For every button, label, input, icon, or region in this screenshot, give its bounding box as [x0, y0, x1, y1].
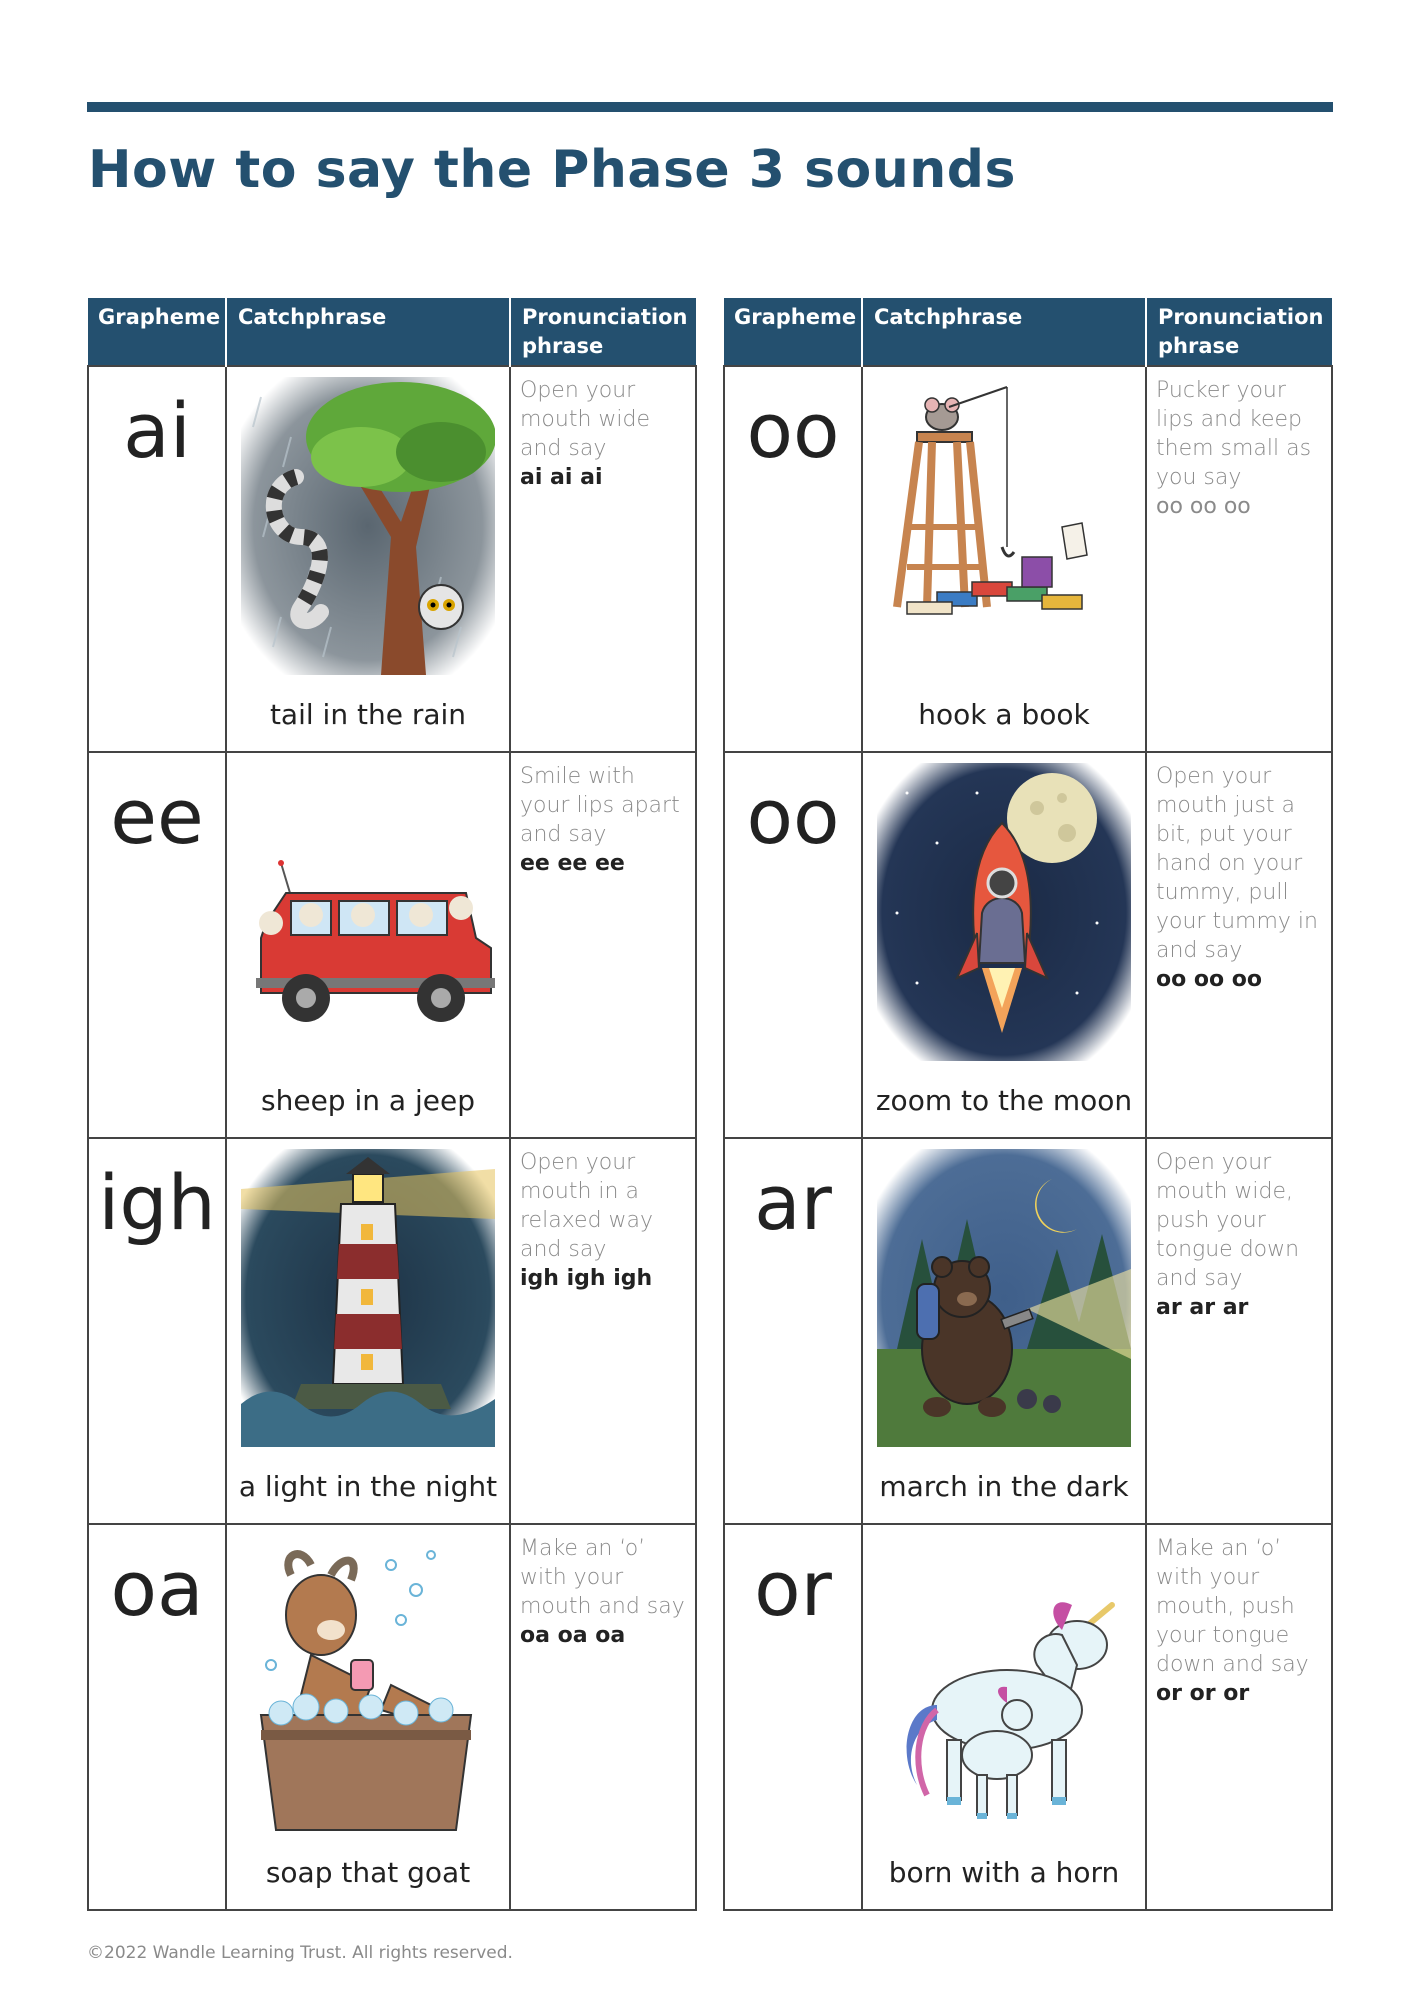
pronunciation-text: Make an ‘o’ with your mouth and say: [520, 1536, 685, 1619]
pronunciation-sound: oo oo oo: [1156, 967, 1263, 992]
pronunciation-phrase: [511, 753, 695, 878]
grapheme: oo: [746, 772, 840, 861]
phonics-table-right: [723, 298, 1333, 1911]
unicorns-icon: [877, 1535, 1131, 1833]
grapheme: ai: [123, 386, 191, 475]
table-header-row: [724, 298, 1332, 366]
table-row: [88, 1138, 696, 1524]
pronunciation-phrase: [511, 367, 695, 492]
catchphrase: hook a book: [918, 698, 1090, 731]
catchphrase: march in the dark: [879, 1470, 1129, 1503]
catchphrase: sheep in a jeep: [261, 1084, 475, 1117]
table-row: [724, 1138, 1332, 1524]
catchphrase: born with a horn: [888, 1856, 1120, 1889]
pronunciation-phrase: [511, 1525, 695, 1650]
header-pronunciation: Pronunciation phrase: [510, 298, 696, 366]
pronunciation-sound: oo oo oo: [1156, 494, 1251, 519]
grapheme: or: [754, 1544, 832, 1633]
pronunciation-phrase: [1147, 753, 1331, 994]
grapheme: ar: [754, 1158, 832, 1247]
grapheme: igh: [98, 1158, 216, 1247]
pronunciation-text: Pucker your lips and keep them small as you say: [1156, 378, 1312, 490]
header-catchphrase: Catchphrase: [226, 298, 510, 366]
pronunciation-phrase: [1147, 1525, 1331, 1708]
catchphrase: zoom to the moon: [875, 1084, 1133, 1117]
mouse-hook-books-icon: [877, 377, 1131, 675]
catchphrase: tail in the rain: [269, 698, 467, 731]
catchphrase: a light in the night: [238, 1470, 498, 1503]
pronunciation-phrase: [1147, 367, 1331, 521]
grapheme: oo: [746, 386, 840, 475]
pronunciation-sound: ee ee ee: [520, 851, 625, 876]
header-grapheme: Grapheme: [88, 298, 226, 366]
sheep-jeep-icon: [241, 763, 495, 1061]
table-row: [724, 366, 1332, 752]
grapheme: ee: [110, 772, 204, 861]
pronunciation-sound: ai ai ai: [520, 465, 603, 490]
goat-bath-icon: [241, 1535, 495, 1833]
pronunciation-text: Open your mouth wide, push your tongue down and say: [1156, 1150, 1300, 1291]
table-row: [88, 1524, 696, 1910]
table-row: [724, 752, 1332, 1138]
table-row: [88, 752, 696, 1138]
pronunciation-sound: or or or: [1156, 1681, 1250, 1706]
pronunciation-text: Smile with your lips apart and say: [520, 764, 680, 847]
pronunciation-sound: ar ar ar: [1156, 1295, 1249, 1320]
copyright-notice: ©2022 Wandle Learning Trust. All rights reserved.: [87, 1943, 513, 1963]
bear-torch-night-icon: [877, 1149, 1131, 1447]
pronunciation-phrase: [511, 1139, 695, 1293]
lighthouse-icon: [241, 1149, 495, 1447]
top-rule: [87, 102, 1333, 112]
pronunciation-text: Open your mouth just a bit, put your hand on your tummy, pull your tummy in and say: [1156, 764, 1318, 963]
phonics-table-left: [87, 298, 697, 1911]
pronunciation-text: Open your mouth wide and say: [520, 378, 651, 461]
pronunciation-phrase: [1147, 1139, 1331, 1322]
pronunciation-text: Open your mouth in a relaxed way and say: [520, 1150, 654, 1262]
catchphrase: soap that goat: [265, 1856, 471, 1889]
pronunciation-sound: oa oa oa: [520, 1623, 626, 1648]
rocket-moon-icon: [877, 763, 1131, 1061]
table-row: [724, 1524, 1332, 1910]
table-header-row: [88, 298, 696, 366]
header-grapheme: Grapheme: [724, 298, 862, 366]
header-pronunciation: Pronunciation phrase: [1146, 298, 1332, 366]
page-title: How to say the Phase 3 sounds: [88, 140, 1016, 200]
lemur-tree-rain-icon: [241, 377, 495, 675]
pronunciation-text: Make an ‘o’ with your mouth, push your tongue down and say: [1156, 1536, 1309, 1677]
pronunciation-sound: igh igh igh: [520, 1266, 653, 1291]
header-catchphrase: Catchphrase: [862, 298, 1146, 366]
grapheme: oa: [110, 1544, 204, 1633]
table-row: [88, 366, 696, 752]
